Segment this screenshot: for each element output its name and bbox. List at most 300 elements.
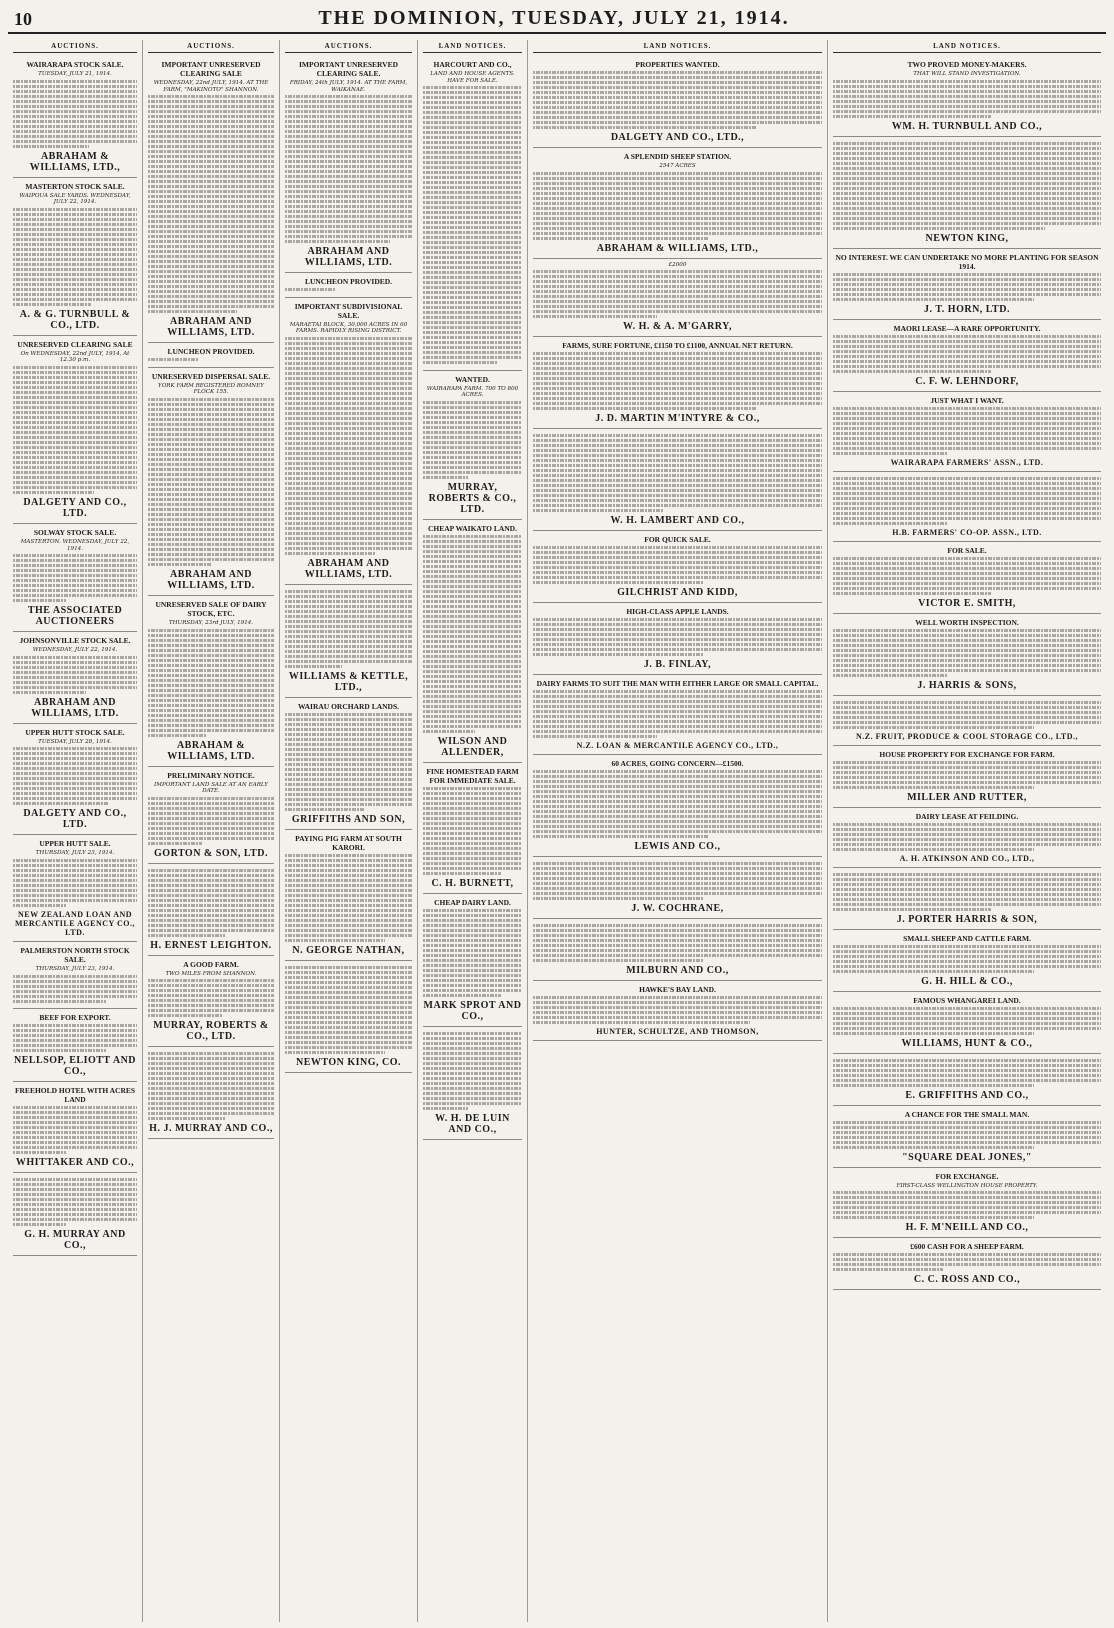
text-line xyxy=(148,548,274,551)
text-line xyxy=(285,225,412,228)
text-line xyxy=(533,71,822,74)
text-line xyxy=(533,929,822,932)
text-line xyxy=(148,664,274,667)
text-line xyxy=(833,1216,1034,1219)
text-line xyxy=(285,864,412,867)
text-line xyxy=(423,176,522,179)
text-line xyxy=(533,222,822,225)
text-line xyxy=(423,645,522,648)
text-line xyxy=(533,76,822,79)
text-line xyxy=(13,491,94,494)
text-line xyxy=(423,106,522,109)
text-line xyxy=(13,559,137,562)
text-line xyxy=(285,412,412,415)
text-line xyxy=(148,125,274,128)
text-line xyxy=(833,848,1034,851)
text-line xyxy=(833,167,1101,170)
text-line xyxy=(833,960,1101,963)
text-line xyxy=(423,316,522,319)
text-line xyxy=(13,476,137,479)
ad-heading: FOR SALE. xyxy=(947,545,987,555)
text-line xyxy=(423,540,522,543)
text-line xyxy=(833,522,948,525)
text-line xyxy=(533,509,663,512)
text-line xyxy=(13,466,137,469)
text-line xyxy=(148,1102,274,1105)
text-line xyxy=(285,600,412,603)
text-line xyxy=(148,120,274,123)
text-line xyxy=(148,639,274,642)
ad-heading: PALMERSTON NORTH STOCK SALE. xyxy=(20,945,130,964)
text-line xyxy=(533,387,822,390)
text-line xyxy=(148,934,225,937)
text-line xyxy=(423,655,522,658)
text-line xyxy=(423,341,522,344)
text-line xyxy=(533,877,822,880)
text-line xyxy=(13,451,137,454)
advertisement xyxy=(285,56,412,273)
ad-firm-name: GORTON & SON, LTD. xyxy=(154,847,268,859)
ad-heading: HARCOURT AND CO., xyxy=(433,60,512,69)
text-line xyxy=(533,882,822,885)
text-line xyxy=(13,1193,137,1196)
text-line xyxy=(833,152,1101,155)
text-line xyxy=(423,251,522,254)
text-line xyxy=(833,557,1101,560)
text-line xyxy=(13,258,137,261)
text-line xyxy=(13,899,137,902)
text-line xyxy=(533,504,822,507)
text-line xyxy=(833,447,1101,450)
text-line xyxy=(13,145,89,148)
text-line xyxy=(423,421,522,424)
text-line xyxy=(285,417,412,420)
text-line xyxy=(148,1097,274,1100)
text-line xyxy=(148,684,274,687)
advertisement xyxy=(13,724,137,836)
text-line xyxy=(13,278,137,281)
text-line xyxy=(533,484,822,487)
text-line xyxy=(13,787,137,790)
text-line xyxy=(285,220,412,223)
text-line xyxy=(833,726,1034,729)
text-line xyxy=(13,579,137,582)
text-line xyxy=(285,640,412,643)
text-line xyxy=(533,1016,822,1019)
text-line xyxy=(423,326,522,329)
column-heading: LAND NOTICES. xyxy=(533,42,822,53)
advertisement xyxy=(533,56,822,148)
text-line xyxy=(148,215,274,218)
text-line xyxy=(423,351,522,354)
ad-heading: FARMS, SURE FORTUNE, £1150 TO £1100, ANNUAL NET RETURN. xyxy=(562,341,793,351)
text-line xyxy=(833,639,1101,642)
text-line xyxy=(148,483,274,486)
text-line xyxy=(148,649,274,652)
text-line xyxy=(148,553,274,556)
text-line xyxy=(833,654,1101,657)
text-line xyxy=(285,996,412,999)
text-line xyxy=(533,835,709,838)
text-line xyxy=(533,825,822,828)
text-line xyxy=(423,989,522,992)
text-line xyxy=(423,321,522,324)
text-line xyxy=(285,205,412,208)
text-line xyxy=(285,115,412,118)
advertisement xyxy=(833,696,1101,746)
text-line xyxy=(148,1107,274,1110)
text-line xyxy=(533,305,822,308)
text-line xyxy=(13,762,137,765)
text-line xyxy=(13,757,137,760)
text-line xyxy=(285,1026,412,1029)
text-line xyxy=(533,633,822,636)
text-line xyxy=(148,817,274,820)
text-line xyxy=(533,116,822,119)
text-line xyxy=(285,362,412,365)
advertisement xyxy=(833,1054,1101,1106)
text-line xyxy=(13,1049,106,1052)
text-line xyxy=(423,924,522,927)
text-line xyxy=(423,565,522,568)
ad-heading: WAIRARAPA STOCK SALE. xyxy=(26,60,124,69)
ad-subheading: WAIPOUA SALE YARDS. WEDNESDAY, JULY 22, 1914. xyxy=(19,192,131,206)
text-line xyxy=(533,454,822,457)
ad-firm-name: HUNTER, SCHULTZE, AND THOMSON, xyxy=(596,1027,759,1037)
text-line xyxy=(13,691,86,694)
text-line xyxy=(423,166,522,169)
ad-firm-name: ABRAHAM AND WILLIAMS, LTD. xyxy=(304,246,393,269)
text-line xyxy=(13,243,137,246)
text-line xyxy=(285,337,412,340)
text-line xyxy=(423,271,522,274)
text-line xyxy=(148,842,202,845)
text-line xyxy=(13,125,137,128)
text-line xyxy=(148,729,274,732)
text-line xyxy=(833,115,991,118)
text-line xyxy=(533,397,822,400)
text-line xyxy=(285,909,412,912)
advertisement xyxy=(833,472,1101,542)
text-line xyxy=(148,230,274,233)
advertisement xyxy=(285,698,412,830)
text-line xyxy=(285,753,412,756)
text-line xyxy=(423,630,522,633)
advertisement xyxy=(533,981,822,1041)
text-line xyxy=(833,477,1101,480)
text-line xyxy=(285,512,412,515)
text-line xyxy=(533,815,822,818)
text-line xyxy=(285,743,412,746)
text-line xyxy=(13,263,137,266)
text-line xyxy=(285,879,412,882)
ad-heading: FOR QUICK SALE. xyxy=(644,535,711,545)
text-line xyxy=(285,1011,412,1014)
text-line xyxy=(148,463,274,466)
text-line xyxy=(285,889,412,892)
ad-firm-name: ABRAHAM & WILLIAMS, LTD., xyxy=(29,150,121,173)
text-line xyxy=(423,842,522,845)
text-line xyxy=(533,551,822,554)
text-line xyxy=(285,728,412,731)
text-line xyxy=(833,674,948,677)
text-line xyxy=(533,290,822,293)
text-line xyxy=(13,85,137,88)
text-line xyxy=(13,686,137,689)
text-line xyxy=(285,357,412,360)
text-line xyxy=(13,802,108,805)
ad-heading: UPPER HUTT STOCK SALE. xyxy=(25,727,125,737)
text-line xyxy=(833,1211,1101,1214)
text-line xyxy=(13,1029,137,1032)
text-line xyxy=(148,403,274,406)
advertisement xyxy=(833,614,1101,696)
advertisement xyxy=(533,675,822,755)
text-line xyxy=(13,426,137,429)
text-line xyxy=(148,924,274,927)
ad-firm-name: W. H. DE LUIN AND CO., xyxy=(435,1112,510,1135)
text-line xyxy=(423,281,522,284)
text-line xyxy=(13,584,137,587)
column-heading: AUCTIONS. xyxy=(13,42,137,53)
text-line xyxy=(285,929,412,932)
text-line xyxy=(533,959,704,962)
text-line xyxy=(13,421,137,424)
text-line xyxy=(13,864,137,867)
text-line xyxy=(423,161,522,164)
text-line xyxy=(13,90,137,93)
text-line xyxy=(285,934,412,937)
text-line xyxy=(285,532,412,535)
ad-heading: WELL WORTH INSPECTION. xyxy=(915,617,1019,627)
text-line xyxy=(148,493,274,496)
text-line xyxy=(833,100,1101,103)
ad-subheading: MASTERTON. WEDNESDAY, JULY 22, 1914. xyxy=(20,538,130,552)
text-line xyxy=(13,140,137,143)
ad-heading: A SPLENDID SHEEP STATION. xyxy=(623,152,732,161)
text-line xyxy=(533,897,704,900)
text-line xyxy=(285,783,412,786)
text-line xyxy=(285,713,412,716)
text-line xyxy=(13,1203,137,1206)
text-line xyxy=(285,130,412,133)
column-1 xyxy=(8,40,143,1622)
text-line xyxy=(148,398,274,401)
text-line xyxy=(13,1131,137,1134)
advertisement xyxy=(13,1009,137,1082)
text-line xyxy=(148,654,274,657)
advertisement xyxy=(148,956,274,1048)
ad-subheading: £2000 xyxy=(668,261,687,268)
text-line xyxy=(285,210,412,213)
text-line xyxy=(423,1032,522,1035)
text-line xyxy=(13,406,137,409)
text-line xyxy=(833,1253,1101,1256)
text-line xyxy=(285,467,412,470)
text-line xyxy=(13,293,137,296)
text-line xyxy=(148,458,274,461)
text-line xyxy=(13,273,137,276)
ad-firm-name: N.Z. FRUIT, PRODUCE & COOL STORAGE CO., LTD., xyxy=(856,731,1078,741)
text-line xyxy=(533,581,704,584)
text-line xyxy=(148,155,274,158)
text-line xyxy=(285,215,412,218)
ad-firm-name: ABRAHAM & WILLIAMS, LTD., xyxy=(596,242,759,254)
text-line xyxy=(13,869,137,872)
ad-firm-name: E. GRIFFITHS AND CO., xyxy=(905,1089,1029,1101)
text-line xyxy=(148,919,274,922)
ad-firm-name: GILCHRIST AND KIDD, xyxy=(617,587,738,599)
text-line xyxy=(285,1051,385,1054)
ad-subheading: THAT WILL STAND INVESTIGATION. xyxy=(913,71,1021,77)
text-line xyxy=(13,859,137,862)
advertisement xyxy=(148,368,274,596)
text-line xyxy=(148,240,274,243)
text-line xyxy=(833,1206,1101,1209)
text-line xyxy=(148,1117,225,1120)
text-line xyxy=(833,1027,1101,1030)
text-line xyxy=(423,121,522,124)
text-line xyxy=(533,566,822,569)
text-line xyxy=(13,995,137,998)
text-line xyxy=(533,648,822,651)
ad-subheading: On WEDNESDAY, 22nd JULY, 1914, At 12.30 p.m. xyxy=(20,350,130,364)
text-line xyxy=(148,884,274,887)
advertisement xyxy=(533,337,822,429)
text-line xyxy=(423,787,522,790)
text-line xyxy=(833,512,1101,515)
text-line xyxy=(533,402,822,405)
ad-firm-name: NEWTON KING, xyxy=(925,232,1009,244)
advertisement xyxy=(13,942,137,1009)
text-line xyxy=(423,919,522,922)
text-line xyxy=(148,185,274,188)
ad-heading: PROPERTIES WANTED. xyxy=(635,60,720,69)
text-line xyxy=(533,202,822,205)
text-line xyxy=(13,411,137,414)
text-line xyxy=(533,197,822,200)
text-line xyxy=(533,790,822,793)
text-line xyxy=(423,336,522,339)
text-line xyxy=(533,944,822,947)
text-line xyxy=(833,567,1101,570)
ad-firm-name: WAIRARAPA FARMERS' ASSN., LTD. xyxy=(890,457,1044,467)
text-line xyxy=(833,162,1101,165)
text-line xyxy=(533,459,822,462)
text-line xyxy=(533,121,822,124)
text-line xyxy=(833,157,1101,160)
text-line xyxy=(13,1024,137,1027)
text-line xyxy=(833,572,1101,575)
text-line xyxy=(148,879,274,882)
text-line xyxy=(13,456,137,459)
text-line xyxy=(285,595,412,598)
ad-heading: HIGH-CLASS APPLE LANDS. xyxy=(626,607,729,617)
text-line xyxy=(13,564,137,567)
text-line xyxy=(423,451,522,454)
text-line xyxy=(148,874,274,877)
ad-firm-name: THE ASSOCIATED AUCTIONEERS xyxy=(27,605,123,628)
text-line xyxy=(148,145,274,148)
text-line xyxy=(423,241,522,244)
advertisement xyxy=(533,259,822,338)
text-line xyxy=(13,1188,137,1191)
text-line xyxy=(285,487,412,490)
text-line xyxy=(285,377,412,380)
text-line xyxy=(833,407,1101,410)
text-line xyxy=(833,80,1101,83)
text-line xyxy=(285,655,412,658)
text-line xyxy=(423,231,522,234)
text-line xyxy=(148,812,274,815)
text-line xyxy=(148,265,274,268)
advertisement xyxy=(833,1106,1101,1168)
text-line xyxy=(533,81,822,84)
text-line xyxy=(533,474,822,477)
text-line xyxy=(13,1198,137,1201)
ad-heading: MAORI LEASE—A RARE OPPORTUNITY. xyxy=(893,323,1041,333)
text-line xyxy=(423,131,522,134)
text-line xyxy=(13,376,137,379)
text-line xyxy=(423,650,522,653)
advertisement xyxy=(533,531,822,603)
ad-firm-name: ABRAHAM AND WILLIAMS, LTD. xyxy=(31,696,119,719)
text-line xyxy=(423,570,522,573)
text-line xyxy=(423,311,522,314)
text-line xyxy=(533,795,822,798)
text-line xyxy=(148,999,274,1002)
ad-firm-name: WM. H. TURNBULL AND CO., xyxy=(891,120,1043,132)
advertisement xyxy=(833,137,1101,249)
text-line xyxy=(148,797,274,800)
text-line xyxy=(423,1092,522,1095)
ad-heading: LUNCHEON PROVIDED. xyxy=(304,277,393,287)
advertisement xyxy=(533,148,822,259)
text-line xyxy=(423,575,522,578)
text-line xyxy=(423,994,501,997)
text-line xyxy=(833,1074,1101,1077)
text-line xyxy=(285,1021,412,1024)
text-line xyxy=(833,781,1101,784)
text-line xyxy=(423,91,522,94)
text-line xyxy=(13,366,137,369)
text-line xyxy=(533,237,709,240)
text-line xyxy=(13,471,137,474)
text-line xyxy=(285,620,412,623)
text-line xyxy=(833,1032,1034,1035)
text-line xyxy=(423,136,522,139)
text-line xyxy=(148,528,274,531)
text-line xyxy=(423,361,497,364)
text-line xyxy=(533,494,822,497)
text-line xyxy=(285,723,412,726)
text-line xyxy=(13,1044,137,1047)
text-line xyxy=(148,802,274,805)
text-line xyxy=(148,115,274,118)
text-line xyxy=(13,1039,137,1042)
text-line xyxy=(833,766,1101,769)
text-line xyxy=(833,517,1101,520)
text-line xyxy=(285,748,412,751)
text-line xyxy=(533,232,822,235)
text-line xyxy=(285,240,390,243)
text-line xyxy=(833,227,1045,230)
text-line xyxy=(285,537,412,540)
ad-heading: LUNCHEON PROVIDED. xyxy=(167,347,255,357)
text-line xyxy=(533,770,822,773)
text-line xyxy=(423,291,522,294)
text-line xyxy=(285,665,342,668)
